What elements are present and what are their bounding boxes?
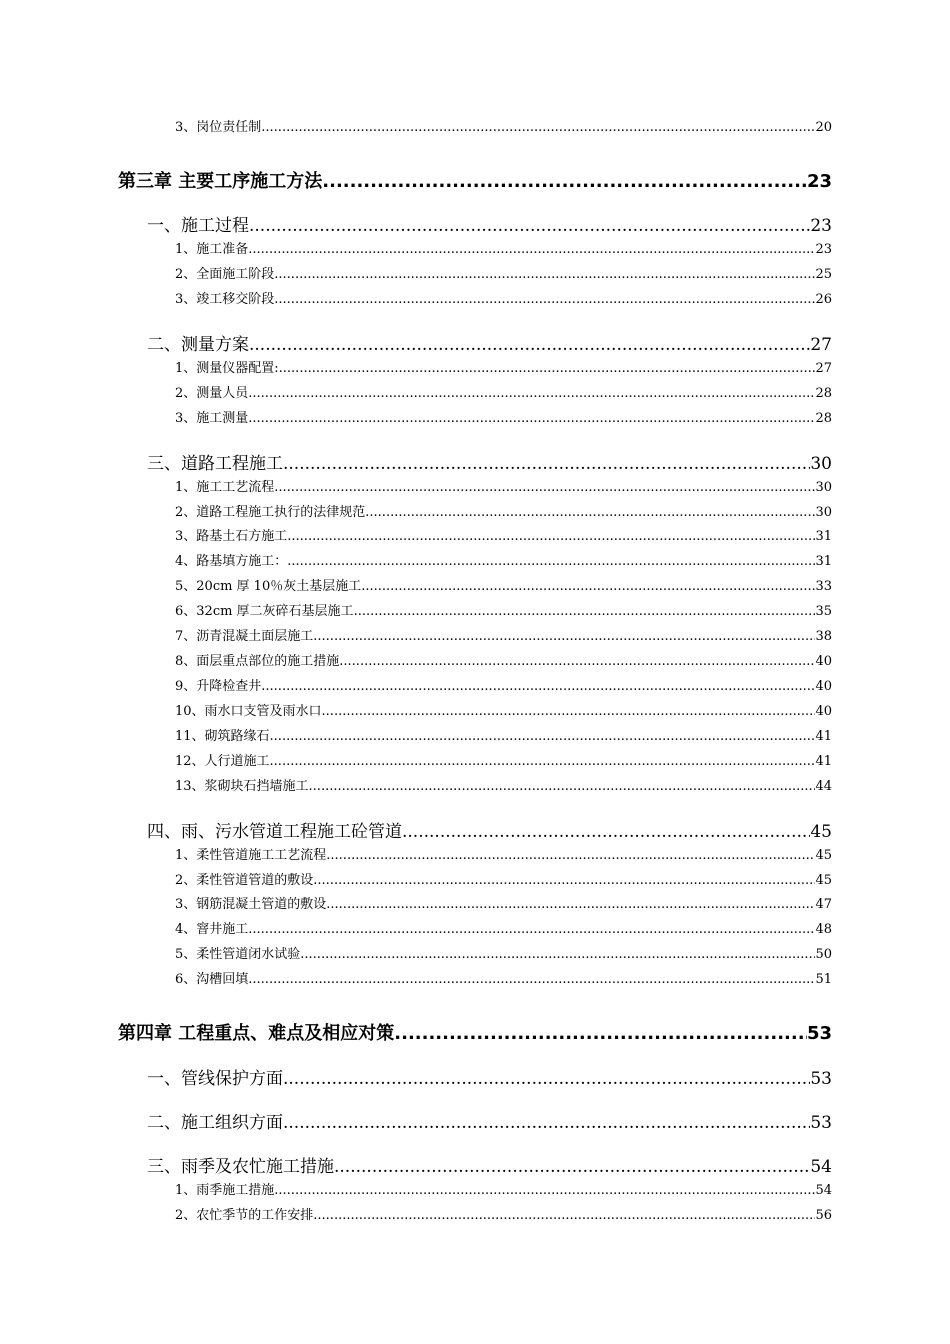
toc-entry-label: 3、路基土石方施工: [175, 529, 288, 544]
toc-section[interactable]: [147, 817, 832, 842]
toc-entry-label: 1、柔性管道施工工艺流程: [175, 848, 327, 863]
toc-entry[interactable]: [175, 918, 832, 937]
toc-entry-label: 一、管线保护方面: [147, 1069, 283, 1089]
leader-dots: [248, 972, 815, 987]
toc-entry-page: 31: [815, 529, 832, 544]
leader-dots: [248, 411, 815, 426]
toc-entry[interactable]: [175, 700, 832, 719]
leader-dots: [283, 1113, 810, 1133]
toc-entry-label: 7、沥青混凝土面层施工: [175, 629, 314, 644]
toc-entry-page: 27: [810, 335, 832, 355]
toc-entry-label: 二、测量方案: [147, 335, 249, 355]
leader-dots: [354, 604, 816, 619]
toc-entry-page: 40: [815, 704, 832, 719]
toc-entry-page: 44: [815, 779, 832, 794]
leader-dots: [270, 729, 816, 744]
toc-entry-label: 第四章 工程重点、难点及相应对策: [118, 1023, 395, 1044]
toc-entry-label: 5、柔性管道闭水试验: [175, 947, 301, 962]
toc-entry[interactable]: [175, 625, 832, 644]
toc-entry[interactable]: [175, 550, 832, 569]
toc-entry-label: 2、农忙季节的工作安排: [175, 1208, 314, 1223]
toc-entry-page: 23: [810, 216, 832, 236]
toc-entry-label: 8、面层重点部位的施工措施: [175, 654, 340, 669]
toc-section[interactable]: [147, 1152, 832, 1177]
toc-entry[interactable]: [175, 675, 832, 694]
toc-entry[interactable]: [175, 263, 832, 282]
toc-entry-page: 25: [815, 267, 832, 282]
toc-entry-page: 23: [815, 242, 832, 257]
leader-dots: [326, 848, 815, 863]
toc-entry[interactable]: [175, 575, 832, 594]
toc-section[interactable]: [147, 330, 832, 355]
toc-entry[interactable]: [175, 869, 832, 888]
toc-entry[interactable]: [175, 650, 832, 669]
toc-entry-label: 1、测量仪器配置:: [175, 361, 279, 376]
toc-entry-page: 48: [815, 922, 832, 937]
toc-section[interactable]: [147, 449, 832, 474]
toc-entry-label: 1、施工准备: [175, 242, 249, 257]
toc-entry-label: 三、雨季及农忙施工措施: [147, 1157, 334, 1177]
toc-entry[interactable]: [175, 775, 832, 794]
toc-entry-label: 4、路基填方施工：: [175, 554, 288, 569]
toc-section[interactable]: [147, 1108, 832, 1133]
leader-dots: [248, 922, 815, 937]
toc-entry-page: 53: [810, 1069, 832, 1089]
toc-entry[interactable]: [175, 382, 832, 401]
leader-dots: [313, 873, 815, 888]
toc-entry[interactable]: [175, 501, 832, 520]
leader-dots: [322, 704, 816, 719]
leader-dots: [326, 897, 815, 912]
toc-entry-page: 27: [815, 361, 832, 376]
leader-dots: [339, 654, 815, 669]
toc-entry[interactable]: [175, 525, 832, 544]
leader-dots: [261, 120, 815, 135]
toc-entry[interactable]: [175, 238, 832, 257]
toc-chapter[interactable]: [118, 1019, 832, 1045]
toc-entry-page: 28: [815, 411, 832, 426]
toc-entry-label: 4、窨井施工: [175, 922, 249, 937]
leader-dots: [274, 292, 815, 307]
toc-entry-page: 40: [815, 679, 832, 694]
leader-dots: [365, 505, 815, 520]
leader-dots: [287, 554, 815, 569]
toc-section[interactable]: [147, 1064, 832, 1089]
toc-entry-page: 20: [815, 120, 832, 135]
toc-entry-label: 2、全面施工阶段: [175, 267, 275, 282]
toc-entry-page: 30: [810, 454, 832, 474]
leader-dots: [283, 1069, 810, 1089]
toc-entry-label: 四、雨、污水管道工程施工砼管道: [147, 822, 402, 842]
toc-entry-label: 6、32cm 厚二灰碎石基层施工: [175, 604, 354, 619]
toc-entry-label: 2、道路工程施工执行的法律规范: [175, 505, 366, 520]
leader-dots: [274, 480, 815, 495]
toc-entry-page: 53: [810, 1113, 832, 1133]
toc-chapter[interactable]: [118, 167, 832, 193]
toc-entry-label: 一、施工过程: [147, 216, 249, 236]
toc-entry-label: 1、施工工艺流程: [175, 480, 275, 495]
leader-dots: [283, 454, 810, 474]
toc-entry-page: 50: [815, 947, 832, 962]
toc-entry-page: 23: [806, 171, 832, 192]
leader-dots: [309, 779, 816, 794]
leader-dots: [249, 335, 810, 355]
toc-entry-page: 53: [806, 1023, 832, 1044]
toc-entry[interactable]: [175, 1179, 832, 1198]
toc-entry[interactable]: [175, 407, 832, 426]
toc-entry[interactable]: [175, 750, 832, 769]
leader-dots: [249, 216, 810, 236]
toc-entry-page: 40: [815, 654, 832, 669]
toc-entry-page: 30: [815, 480, 832, 495]
toc-entry-label: 1、雨季施工措施: [175, 1183, 275, 1198]
toc-entry[interactable]: [175, 288, 832, 307]
toc-entry-label: 3、钢筋混凝土管道的敷设: [175, 897, 327, 912]
toc-entry-page: 30: [815, 505, 832, 520]
leader-dots: [313, 629, 815, 644]
toc-entry-page: 54: [815, 1183, 832, 1198]
toc-entry-page: 41: [815, 729, 832, 744]
toc-section[interactable]: [147, 211, 832, 236]
toc-entry[interactable]: [175, 357, 832, 376]
toc-entry-page: 28: [815, 386, 832, 401]
toc-entry-page: 31: [815, 554, 832, 569]
leader-dots: [261, 679, 815, 694]
toc-entry[interactable]: [175, 725, 832, 744]
toc-entry-label: 3、施工测量: [175, 411, 249, 426]
toc-entry-label: 3、竣工移交阶段: [175, 292, 275, 307]
toc-entry-label: 第三章 主要工序施工方法: [118, 171, 323, 192]
toc-entry[interactable]: [175, 1204, 832, 1223]
toc-entry-label: 三、道路工程施工: [147, 454, 283, 474]
toc-entry[interactable]: [175, 943, 832, 962]
toc-entry-page: 35: [815, 604, 832, 619]
toc-entry-label: 5、20cm 厚 10％灰土基层施工: [175, 579, 362, 594]
toc-entry-label: 2、测量人员: [175, 386, 249, 401]
leader-dots: [248, 242, 815, 257]
toc-entry-label: 6、沟槽回填: [175, 972, 249, 987]
leader-dots: [274, 267, 815, 282]
toc-entry-label: 13、浆砌块石挡墙施工: [175, 779, 309, 794]
toc-entry-page: 38: [815, 629, 832, 644]
toc-entry[interactable]: [175, 476, 832, 495]
toc-entry-label: 10、雨水口支管及雨水口: [175, 704, 322, 719]
toc-entry[interactable]: [175, 893, 832, 912]
toc-entry-label: 12、人行道施工: [175, 754, 270, 769]
toc-entry-label: 9、升降检查井: [175, 679, 262, 694]
leader-dots: [287, 529, 815, 544]
toc-entry[interactable]: [175, 600, 832, 619]
leader-dots: [394, 1023, 807, 1044]
leader-dots: [300, 947, 815, 962]
leader-dots: [274, 1183, 815, 1198]
toc-entry-label: 11、砌筑路缘石: [175, 729, 270, 744]
leader-dots: [270, 754, 816, 769]
toc-entry-page: 51: [815, 972, 832, 987]
toc-entry-page: 56: [815, 1208, 832, 1223]
toc-entry-page: 45: [810, 822, 832, 842]
leader-dots: [279, 361, 816, 376]
toc-entry-page: 26: [815, 292, 832, 307]
toc-entry[interactable]: [175, 844, 832, 863]
leader-dots: [361, 579, 815, 594]
toc-entry-page: 54: [810, 1157, 832, 1177]
toc-entry-page: 33: [815, 579, 832, 594]
leader-dots: [313, 1208, 815, 1223]
toc-entry-label: 二、施工组织方面: [147, 1113, 283, 1133]
toc-entry-page: 45: [815, 873, 832, 888]
toc-entry[interactable]: [175, 116, 832, 135]
toc-entry[interactable]: [175, 968, 832, 987]
toc-entry-page: 45: [815, 848, 832, 863]
leader-dots: [402, 822, 810, 842]
leader-dots: [334, 1157, 810, 1177]
toc-entry-label: 3、岗位责任制: [175, 120, 262, 135]
toc-entry-label: 2、柔性管道管道的敷设: [175, 873, 314, 888]
leader-dots: [322, 171, 807, 192]
leader-dots: [248, 386, 815, 401]
toc-entry-page: 47: [815, 897, 832, 912]
toc-entry-page: 41: [815, 754, 832, 769]
